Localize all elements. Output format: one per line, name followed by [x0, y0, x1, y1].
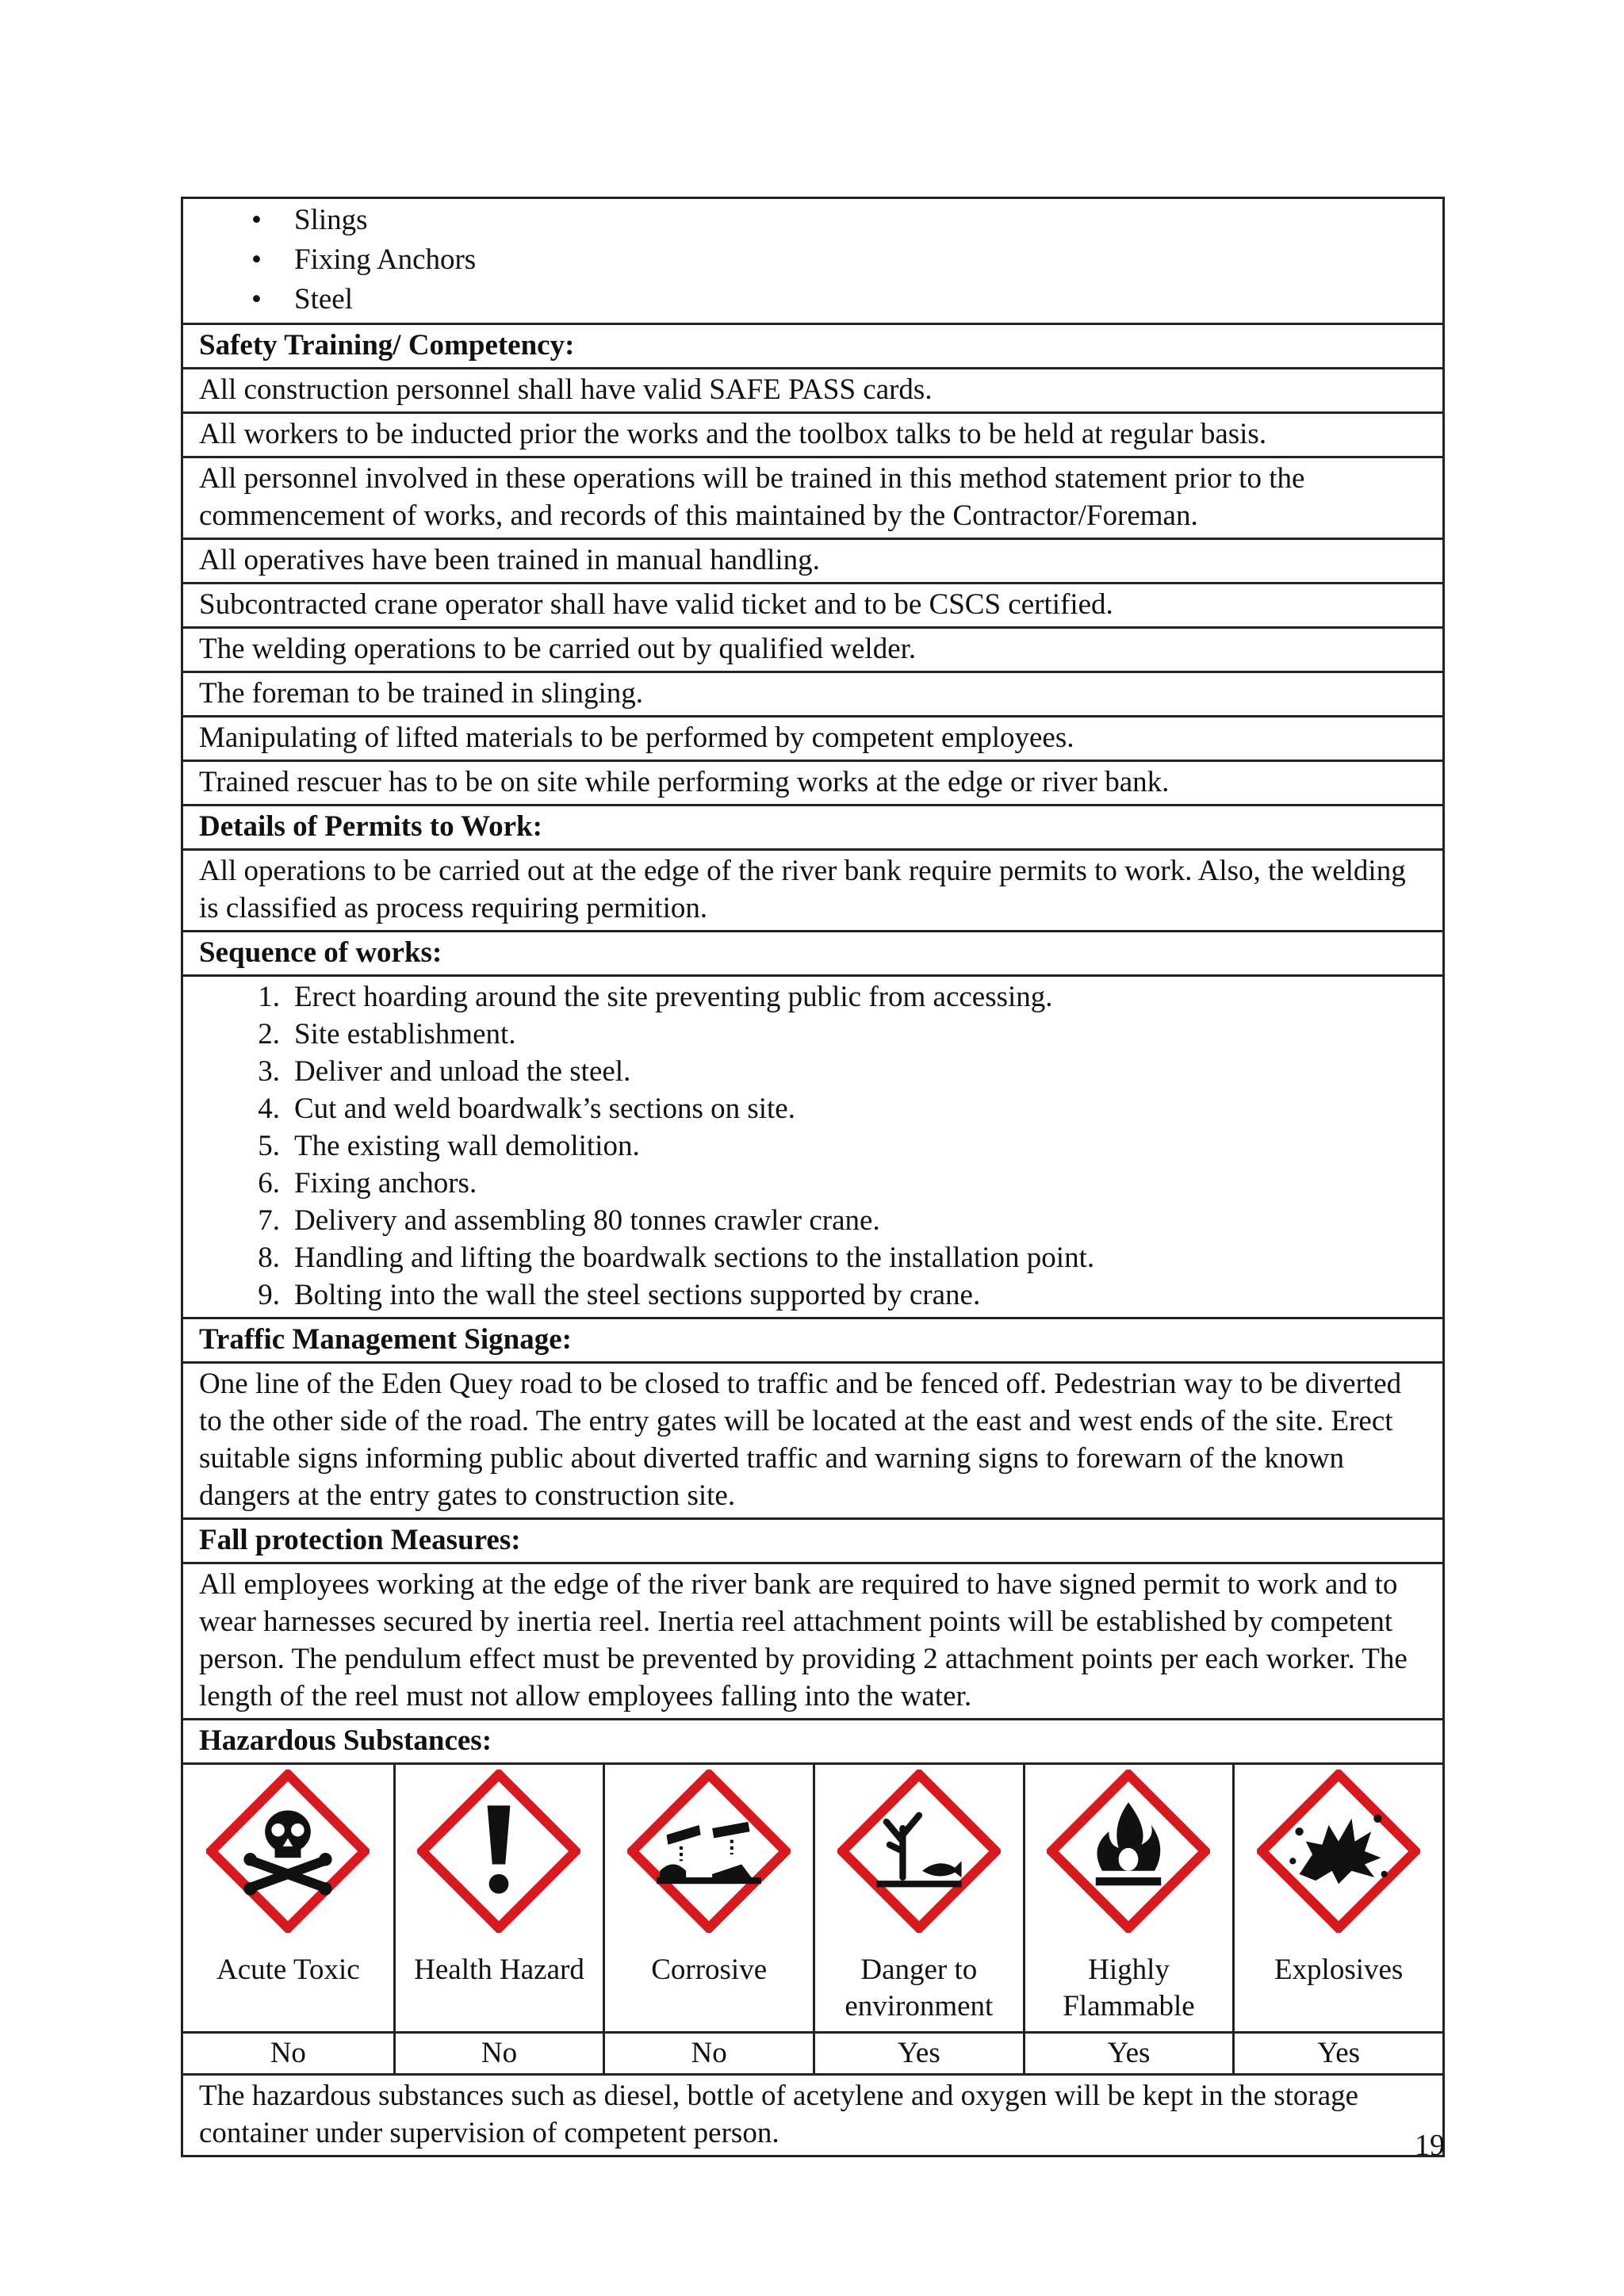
list-text: Erect hoarding around the site preventing public from accessing.	[294, 981, 1053, 1013]
sequence-cell	[183, 974, 1442, 1317]
hazard-label: Highly Flammable	[1063, 1954, 1195, 2022]
hazard-label: Corrosive	[651, 1954, 768, 1986]
skull-crossbones-icon	[206, 1770, 370, 1933]
section-heading-traffic: Traffic Management Signage:	[183, 1317, 1442, 1361]
table-row: The welding operations to be carried out by qualified welder.	[183, 626, 1442, 671]
materials-cell	[183, 199, 1442, 323]
method-statement-table	[181, 197, 1445, 2157]
list-text: Bolting into the wall the steel sections supported by crane.	[294, 1279, 981, 1311]
hazard-label: Health Hazard	[414, 1954, 584, 1986]
list-item	[199, 1202, 1427, 1239]
table-row: Manipulating of lifted materials to be performed by competent employees.	[183, 715, 1442, 760]
corrosive-icon	[627, 1770, 791, 1933]
hazard-answer: No	[393, 2034, 603, 2073]
list-text: The existing wall demolition.	[294, 1130, 640, 1162]
hazard-note: The hazardous substances such as diesel, bottle of acetylene and oxygen will be kept in the storage container under supervision of competent person.	[183, 2073, 1442, 2155]
list-item: • Steel	[199, 280, 1427, 320]
sequence-list	[199, 978, 1427, 1314]
list-item	[199, 1239, 1427, 1276]
list-item	[199, 1165, 1427, 1202]
list-item	[199, 1276, 1427, 1314]
section-heading-safety-training: Safety Training/ Competency:	[183, 323, 1442, 367]
list-number: 5.	[258, 1130, 280, 1162]
table-row: Trained rescuer has to be on site while performing works at the edge or river bank.	[183, 760, 1442, 804]
hazard-cell-health-hazard	[393, 1765, 603, 2031]
list-number: 4.	[258, 1093, 280, 1125]
section-heading-fall-protection: Fall protection Measures:	[183, 1517, 1442, 1562]
table-row: All workers to be inducted prior the works and the toolbox talks to be held at regular basis.	[183, 411, 1442, 456]
table-row: The foreman to be trained in slinging.	[183, 671, 1442, 715]
table-row: All personnel involved in these operations will be trained in this method statement prior to the commencement of works, and records of this maintained by the Contractor/Foreman.	[183, 456, 1442, 538]
list-number: 7.	[258, 1204, 280, 1237]
list-item: • Fixing Anchors	[199, 240, 1427, 280]
section-heading-permits: Details of Permits to Work:	[183, 804, 1442, 848]
section-heading-hazardous: Hazardous Substances:	[183, 1718, 1442, 1762]
list-text: Deliver and unload the steel.	[294, 1055, 631, 1088]
list-item	[199, 1053, 1427, 1090]
list-item	[199, 978, 1427, 1016]
hazard-cell-environment	[813, 1765, 1023, 2031]
list-number: 2.	[258, 1018, 280, 1050]
table-row: Subcontracted crane operator shall have valid ticket and to be CSCS certified.	[183, 582, 1442, 626]
hazard-answer: Yes	[1023, 2034, 1233, 2073]
page-number: 19	[1415, 2129, 1445, 2162]
hazard-answer: No	[603, 2034, 813, 2073]
environment-icon	[837, 1770, 1001, 1933]
hazard-answer: Yes	[1232, 2034, 1442, 2073]
hazard-label: Explosives	[1274, 1954, 1404, 1986]
list-text: Cut and weld boardwalk’s sections on site.	[294, 1093, 795, 1125]
explosion-icon	[1257, 1770, 1420, 1933]
hazard-cell-explosives	[1232, 1765, 1442, 2031]
materials-list	[199, 201, 1427, 320]
hazard-answer: Yes	[813, 2034, 1023, 2073]
permits-text: All operations to be carried out at the edge of the river bank require permits to work. Also, the welding is classified as process requiring permition.	[183, 848, 1442, 930]
list-number: 9.	[258, 1279, 280, 1311]
fall-protection-text: All employees working at the edge of the river bank are required to have signed permit to work and to wear harnesses secured by inertia reel. Inertia reel attachment points will be established by competent person. The pendulum effect must be prevented by providing 2 attachment points per each worker. The length of the reel must not allow employees falling into the water.	[183, 1562, 1442, 1718]
table-row: All construction personnel shall have valid SAFE PASS cards.	[183, 367, 1442, 411]
hazard-label: Danger to environment	[845, 1954, 994, 2022]
list-number: 1.	[258, 981, 280, 1013]
section-heading-sequence: Sequence of works:	[183, 930, 1442, 974]
table-row: All operatives have been trained in manual handling.	[183, 538, 1442, 582]
list-number: 3.	[258, 1055, 280, 1088]
list-item: • Slings	[199, 201, 1427, 240]
hazard-symbol-grid	[183, 1762, 1442, 2031]
hazard-cell-flammable	[1023, 1765, 1233, 2031]
list-text: Fixing anchors.	[294, 1167, 477, 1200]
list-item	[199, 1090, 1427, 1127]
list-item	[199, 1127, 1427, 1165]
flame-icon	[1047, 1770, 1210, 1933]
hazard-label: Acute Toxic	[216, 1954, 360, 1986]
exclamation-icon	[417, 1770, 580, 1933]
list-item	[199, 1016, 1427, 1053]
list-text: Site establishment.	[294, 1018, 516, 1050]
hazard-cell-corrosive	[603, 1765, 813, 2031]
hazard-cell-acute-toxic	[183, 1765, 393, 2031]
list-number: 6.	[258, 1167, 280, 1200]
hazard-answer-row	[183, 2031, 1442, 2073]
list-text: Delivery and assembling 80 tonnes crawler crane.	[294, 1204, 880, 1237]
hazard-answer: No	[270, 2037, 306, 2069]
list-text: Handling and lifting the boardwalk sections to the installation point.	[294, 1242, 1095, 1274]
list-number: 8.	[258, 1242, 280, 1274]
traffic-text: One line of the Eden Quey road to be closed to traffic and be fenced off. Pedestrian way to be diverted to the other side of the road. The entry gates will be located at the east and west ends of the site. Erect suitable signs informing public about diverted traffic and warning signs to forewarn of the known dangers at the entry gates to construction site.	[183, 1361, 1442, 1517]
